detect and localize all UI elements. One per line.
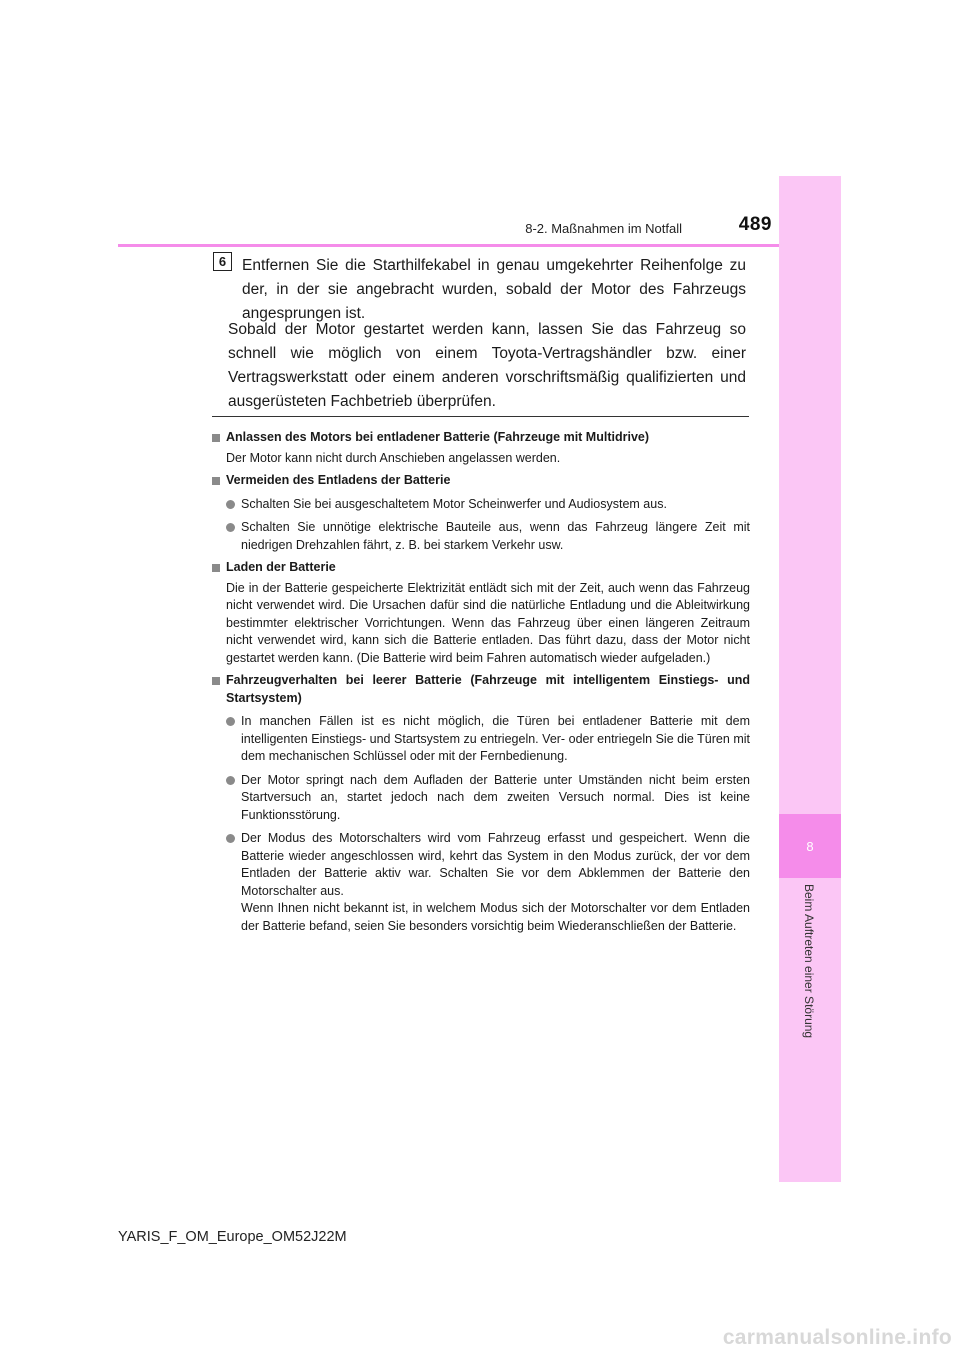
circle-bullet-icon: [226, 500, 235, 509]
list-item: Schalten Sie bei ausgeschaltetem Motor Scheinwerfer und Audiosystem aus.: [226, 496, 750, 514]
note-body: Der Motor kann nicht durch Anschieben angelassen werden.: [226, 450, 561, 465]
page-number: 489: [738, 214, 772, 235]
square-bullet-icon: [212, 677, 220, 685]
circle-bullet-icon: [226, 776, 235, 785]
list-item: In manchen Fällen ist es nicht möglich, die Türen bei entladener Batterie mit dem intelligenten Einstiegs- und Startsystem zu entriegeln. Ver- oder entriegeln Sie die Türen mit dem mechanischen Schlüssel oder mit der Fernbedienung.: [226, 713, 750, 766]
note-charging: [212, 559, 750, 667]
note-heading: Anlassen des Motors bei entladener Batterie (Fahrzeuge mit Multidrive): [226, 430, 650, 444]
list-item: Der Motor springt nach dem Aufladen der Batterie unter Umständen nicht beim ersten Startversuch an, startet jedoch nach dem zweiten Versuch normal. Dies ist keine Funktionsstörung.: [226, 772, 750, 825]
square-bullet-icon: [212, 564, 220, 572]
step-follow-up: Sobald der Motor gestartet werden kann, lassen Sie das Fahrzeug so schnell wie möglich von einem Toyota-Vertragshändler bzw. einer Vertragswerkstatt oder einem anderen vorschriftsmäßig qualifizierten und ausgerüsteten Fachbetrieb überprüfen.: [228, 321, 746, 410]
notes-divider: [212, 416, 749, 417]
header-divider: [118, 244, 779, 247]
circle-bullet-icon: [226, 523, 235, 532]
list-item: Schalten Sie unnötige elektrische Bauteile aus, wenn das Fahrzeug längere Zeit mit niedrigen Drehzahlen fährt, z. B. bei starkem Verkehr usw.: [226, 519, 750, 554]
note-heading: Vermeiden des Entladens der Batterie: [226, 473, 451, 487]
chapter-title: Beim Auftreten einer Störung: [802, 884, 816, 1039]
note-empty-battery: [212, 672, 750, 935]
square-bullet-icon: [212, 434, 220, 442]
list-item: Der Modus des Motorschalters wird vom Fahrzeug erfasst und gespeichert. Wenn die Batterie wieder angeschlossen wird, kehrt das System in den Modus zurück, der vor dem Entladen der Batterie aktiv war. Schalten Sie vor dem Abklemmen der Batterie den Motorschalter aus. Wenn Ihnen nicht bekannt ist, in welchem Modus sich der Motorschalter vor dem Entladen der Batterie befand, seien Sie besonders vorsichtig beim Wiederanschließen der Batterie.: [226, 830, 750, 935]
note-heading: Laden der Batterie: [226, 560, 336, 574]
circle-bullet-icon: [226, 834, 235, 843]
notes-section: [212, 429, 750, 940]
section-title: 8-2. Maßnahmen im Notfall: [525, 221, 682, 236]
step-number-box: 6: [213, 252, 232, 271]
note-heading: Fahrzeugverhalten bei leerer Batterie (Fahrzeuge mit intelligentem Einstiegs- und Startsystem): [226, 673, 750, 705]
note-multidrive: [212, 429, 750, 467]
square-bullet-icon: [212, 477, 220, 485]
watermark: carmanualsonline.info: [722, 1326, 952, 1349]
chapter-number: 8: [779, 814, 841, 878]
document-code: YARIS_F_OM_Europe_OM52J22M: [118, 1229, 347, 1245]
note-body: Die in der Batterie gespeicherte Elektrizität entlädt sich mit der Zeit, auch wenn das Fahrzeug nicht verwendet wird. Die Ursachen dafür sind die natürliche Entladung und die Ableitwirkung bestimmter elektrischer Vorrichtungen. Wenn das Fahrzeug über einen längeren Zeitraum nicht verwendet wird, kann sich die Batterie entladen. Das führt dazu, dass der Motor nicht gestartet werden kann. (Die Batterie wird beim Fahren automatisch wieder aufgeladen.): [226, 580, 750, 665]
circle-bullet-icon: [226, 717, 235, 726]
step-text: Entfernen Sie die Starthilfekabel in genau umgekehrter Reihenfolge zu der, in der sie angebracht wurden, sobald der Motor des Fahrzeugs angesprungen ist.: [242, 257, 746, 322]
note-avoid-discharge: [212, 472, 750, 554]
